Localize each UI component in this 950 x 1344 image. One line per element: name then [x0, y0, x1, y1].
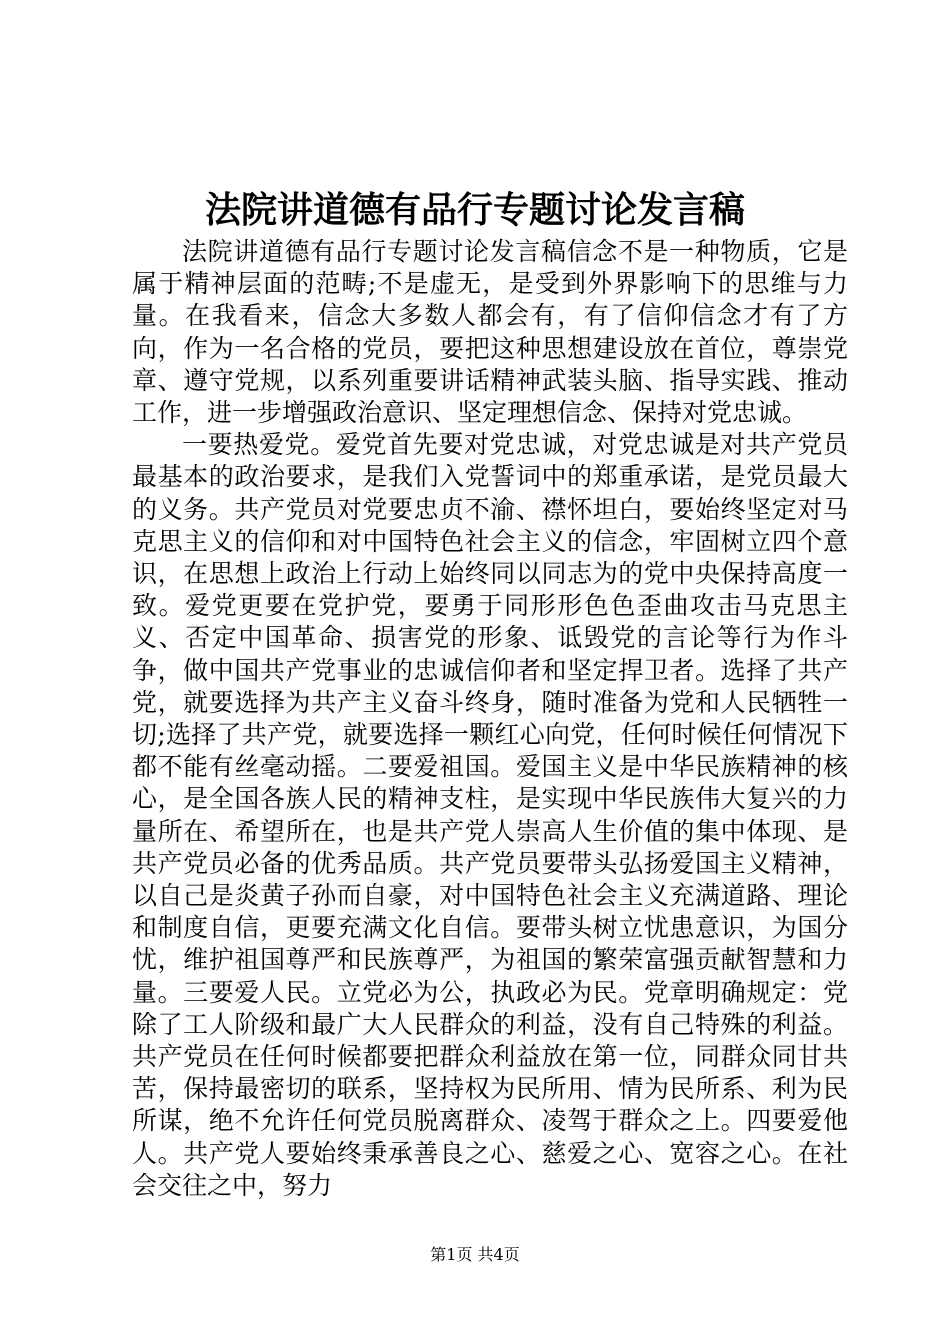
document-body: [132, 236, 848, 1202]
document-title: 法院讲道德有品行专题讨论发言稿: [204, 189, 745, 231]
page-number-footer: 第1页 共4页: [430, 1245, 520, 1264]
paragraph-intro: 法院讲道德有品行专题讨论发言稿信念不是一种物质，它是属于精神层面的范畴;不是虚无，是受到外界影响下的思维与力量。在我看来，信念大多数人都会有，有了信仰信念才有了方向，作为一名合格的党员，要把这种思想建设放在首位，尊崇党章、遵守党规，以系列重要讲话精神武装头脑、指导实践、推动工作，进一步增强政治意识、坚定理想信念、保持对党忠诚。: [132, 237, 848, 428]
paragraph-main: 一要热爱党。爱党首先要对党忠诚，对党忠诚是对共产党员最基本的政治要求，是我们入党誓词中的郑重承诺，是党员最大的义务。共产党员对党要忠贞不渝、襟怀坦白，要始终坚定对马克思主义的信仰和对中国特色社会主义的信念，牢固树立四个意识，在思想上政治上行动上始终同以同志为的党中央保持高度一致。爱党更要在党护党，要勇于同形形色色歪曲攻击马克思主义、否定中国革命、损害党的形象、诋毁党的言论等行为作斗争，做中国共产党事业的忠诚信仰者和坚定捍卫者。选择了共产党，就要选择为共产主义奋斗终身，随时准备为党和人民牺牲一切;选择了共产党，就要选择一颗红心向党，任何时候任何情况下都不能有丝毫动摇。二要爱祖国。爱国主义是中华民族精神的核心，是全国各族人民的精神支柱，是实现中华民族伟大复兴的力量所在、希望所在，也是共产党人崇高人生价值的集中体现、是共产党员必备的优秀品质。共产党员要带头弘扬爱国主义精神，以自己是炎黄子孙而自豪，对中国特色社会主义充满道路、理论和制度自信，更要充满文化自信。要带头树立忧患意识，为国分忧，维护祖国尊严和民族尊严，为祖国的繁荣富强贡献智慧和力量。三要爱人民。立党必为公，执政必为民。党章明确规定：党除了工人阶级和最广大人民群众的利益，没有自己特殊的利益。共产党员在任何时候都要把群众利益放在第一位，同群众同甘共苦，保持最密切的联系，坚持权为民所用、情为民所系、利为民所谋，绝不允许任何党员脱离群众、凌驾于群众之上。四要爱他人。共产党人要始终秉承善良之心、慈爱之心、宽容之心。在社会交往之中，努力: [132, 430, 848, 1200]
